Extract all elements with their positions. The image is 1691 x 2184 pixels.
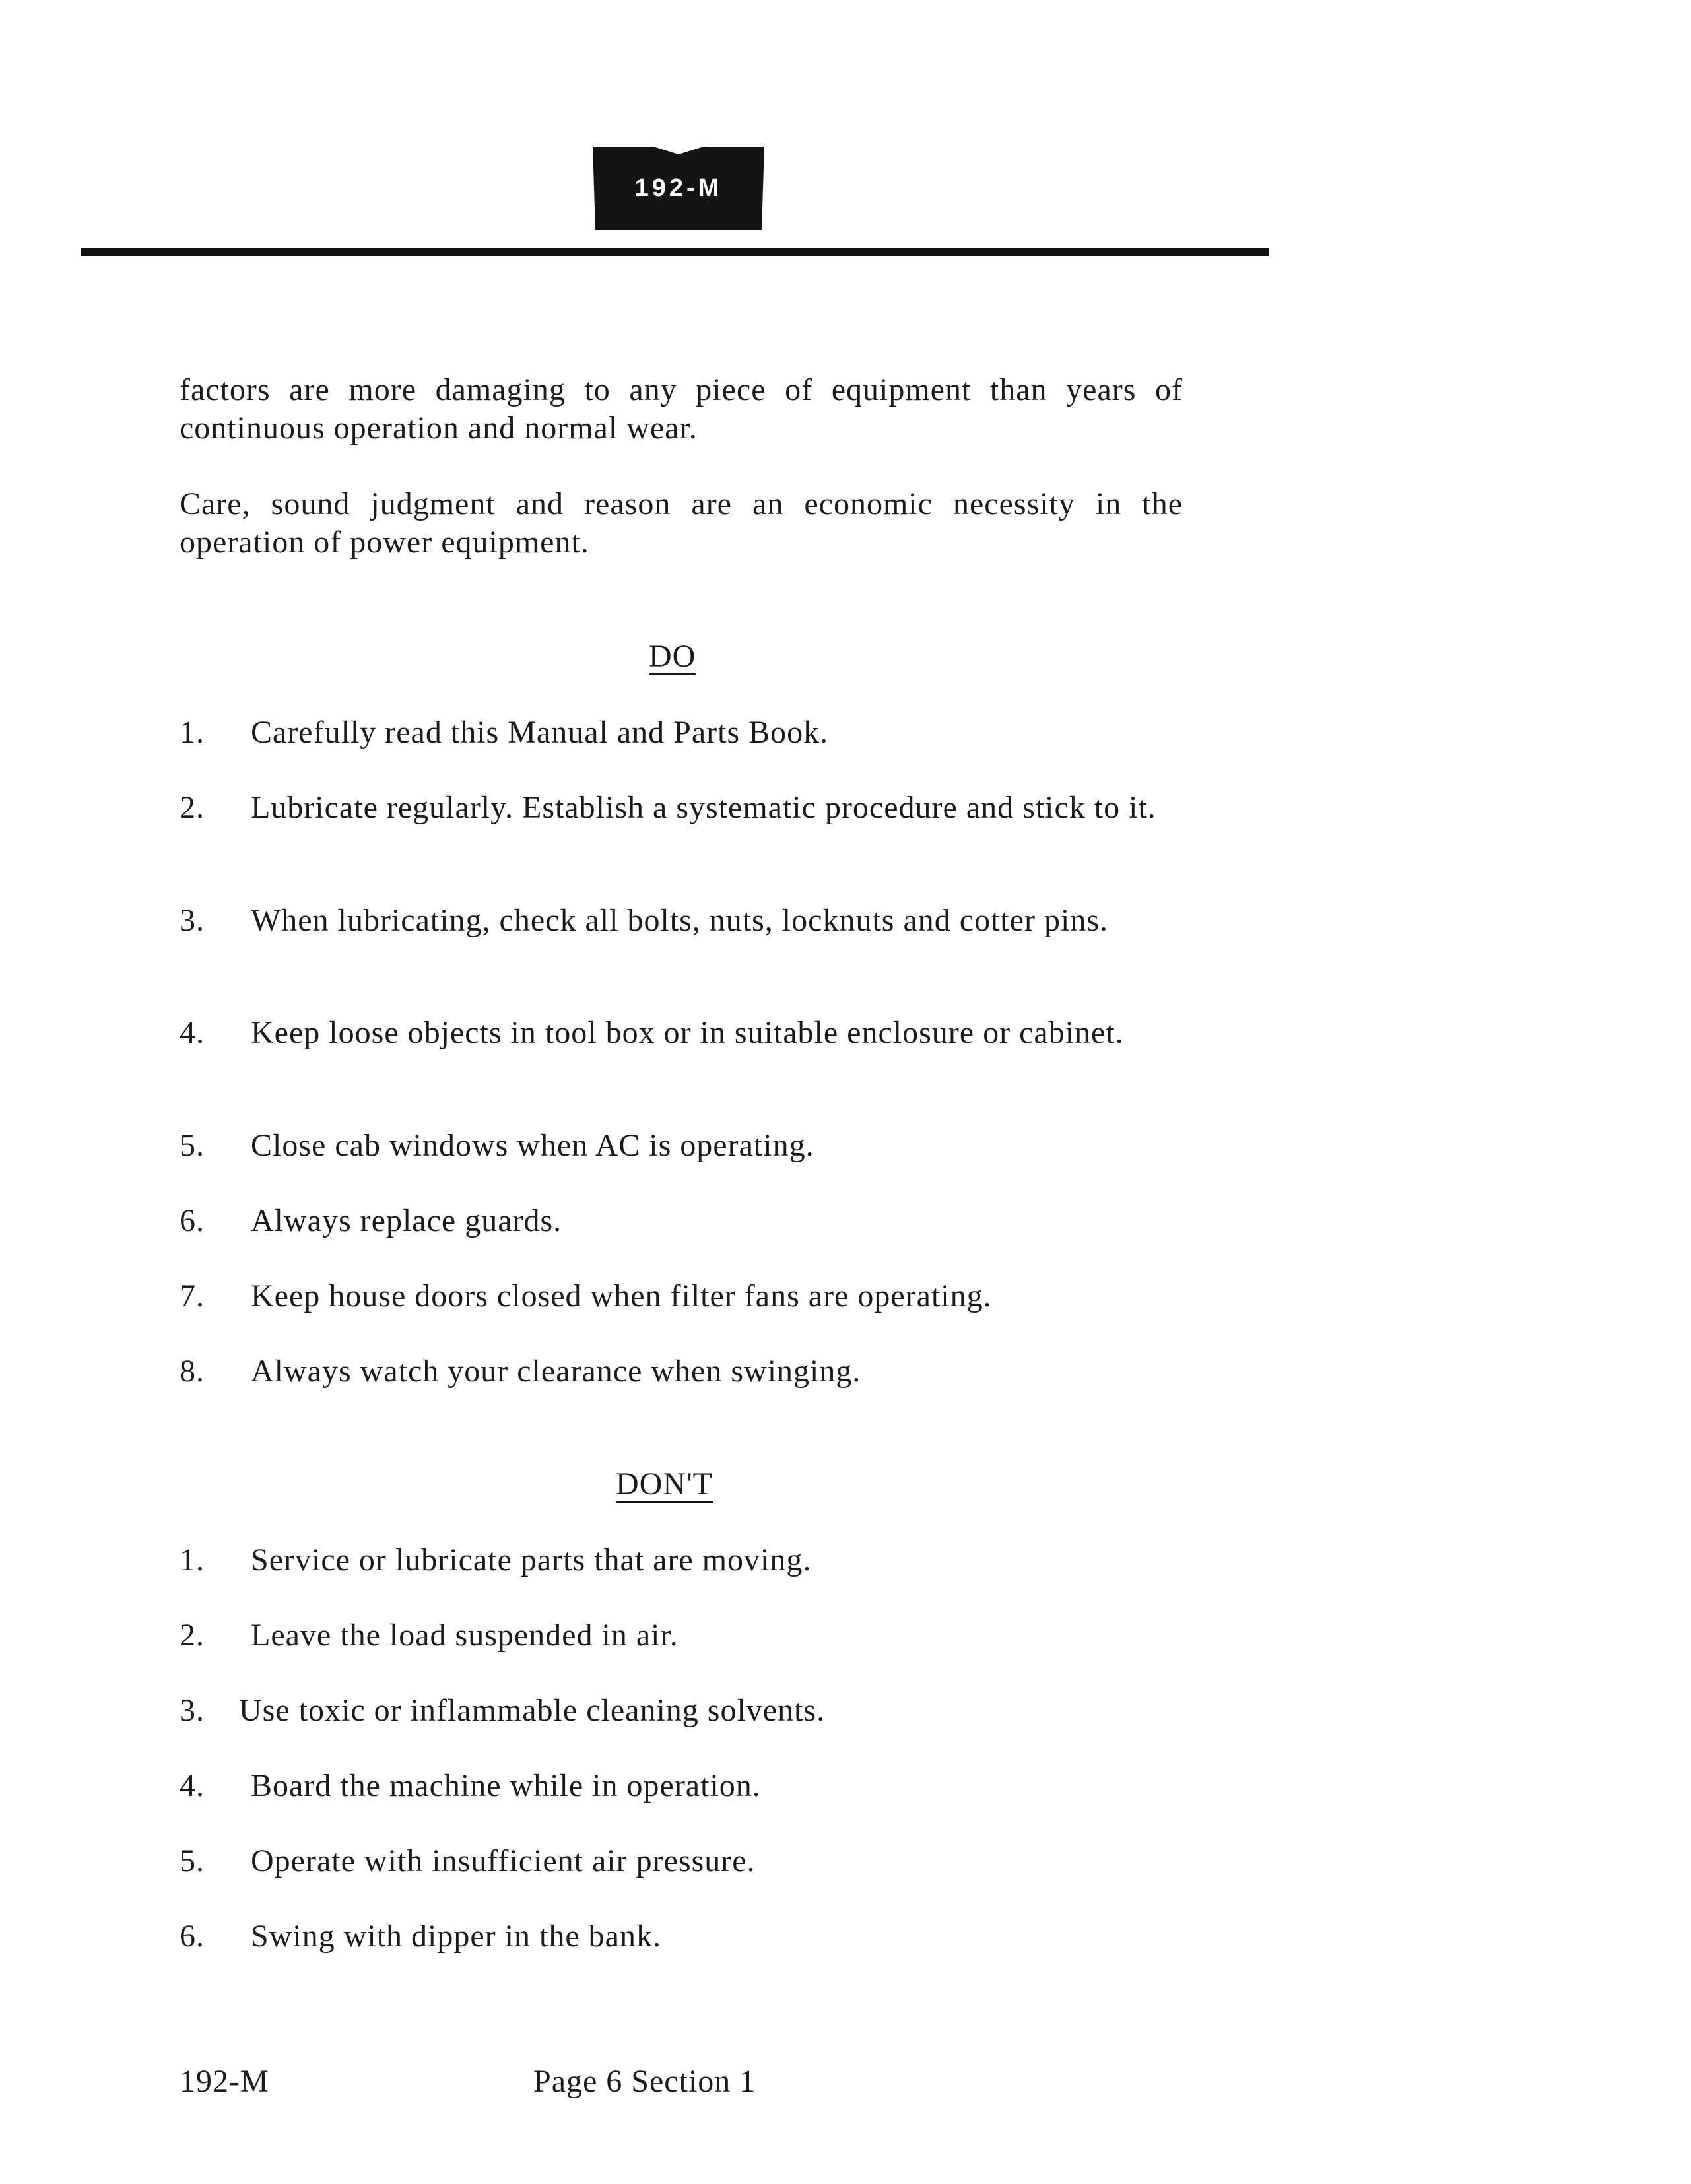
dont-item-text: Leave the load suspended in air.	[251, 1618, 679, 1653]
do-item-number: 2.	[180, 790, 205, 825]
dont-list-item	[180, 1767, 1183, 1805]
do-item-text: When lubricating, check all bolts, nuts, locknuts and cotter pins.	[251, 903, 1109, 938]
do-item-number: 8.	[180, 1354, 205, 1389]
dont-item-text: Board the machine while in operation.	[251, 1768, 761, 1803]
do-item-text: Keep house doors closed when filter fans are operating.	[251, 1278, 992, 1313]
dont-item-number: 6.	[180, 1919, 205, 1954]
do-item-number: 5.	[180, 1128, 205, 1163]
header-divider	[81, 248, 1269, 256]
do-list-item	[180, 1202, 1183, 1240]
do-item-text: Keep loose objects in tool box or in suitable enclosure or cabinet.	[251, 1015, 1124, 1050]
footer-page-label: Page 6 Section 1	[533, 2064, 756, 2099]
dont-item-number: 5.	[180, 1843, 205, 1878]
model-logo-text: 192-M	[634, 174, 723, 202]
do-list-item	[180, 1127, 1183, 1165]
do-item-number: 3.	[180, 903, 205, 938]
do-item-text: Always replace guards.	[251, 1203, 562, 1238]
do-item-text: Lubricate regularly. Establish a systematic procedure and stick to it.	[251, 790, 1156, 825]
dont-item-text: Operate with insufficient air pressure.	[251, 1843, 756, 1878]
dont-list-item	[180, 1616, 1183, 1655]
do-list-item	[180, 1014, 1183, 1052]
do-item-number: 6.	[180, 1203, 205, 1238]
do-item-text: Carefully read this Manual and Parts Book.	[251, 715, 829, 750]
dont-item-number: 2.	[180, 1618, 205, 1653]
dont-list-item	[180, 1541, 1183, 1579]
dont-list-item	[180, 1692, 1183, 1730]
do-list-item	[180, 902, 1183, 940]
dont-list-item	[180, 1917, 1183, 1956]
dont-item-text: Use toxic or inflammable cleaning solvents.	[239, 1693, 826, 1728]
do-heading: DO	[649, 639, 696, 674]
do-item-number: 4.	[180, 1015, 205, 1050]
do-list-item	[180, 789, 1183, 827]
do-list-item	[180, 1352, 1183, 1391]
footer-model-number: 192-M	[180, 2064, 269, 2099]
do-item-text: Always watch your clearance when swinging.	[251, 1354, 861, 1389]
dont-item-text: Service or lubricate parts that are moving.	[251, 1542, 812, 1577]
intro-paragraph-2: Care, sound judgment and reason are an economic necessity in the operation of power equipment.	[180, 486, 1183, 560]
dont-item-number: 3.	[180, 1693, 205, 1728]
dont-item-number: 4.	[180, 1768, 205, 1803]
dont-item-text: Swing with dipper in the bank.	[251, 1919, 661, 1954]
dont-list-item	[180, 1842, 1183, 1880]
do-list-item	[180, 713, 1183, 752]
do-list-item	[180, 1277, 1183, 1315]
do-item-number: 7.	[180, 1278, 205, 1313]
dont-item-number: 1.	[180, 1542, 205, 1577]
do-item-number: 1.	[180, 715, 205, 750]
do-item-text: Close cab windows when AC is operating.	[251, 1128, 814, 1163]
intro-paragraph-1: factors are more damaging to any piece of equipment than years of continuous operation and normal wear.	[180, 372, 1183, 446]
dont-heading: DON'T	[616, 1467, 713, 1502]
